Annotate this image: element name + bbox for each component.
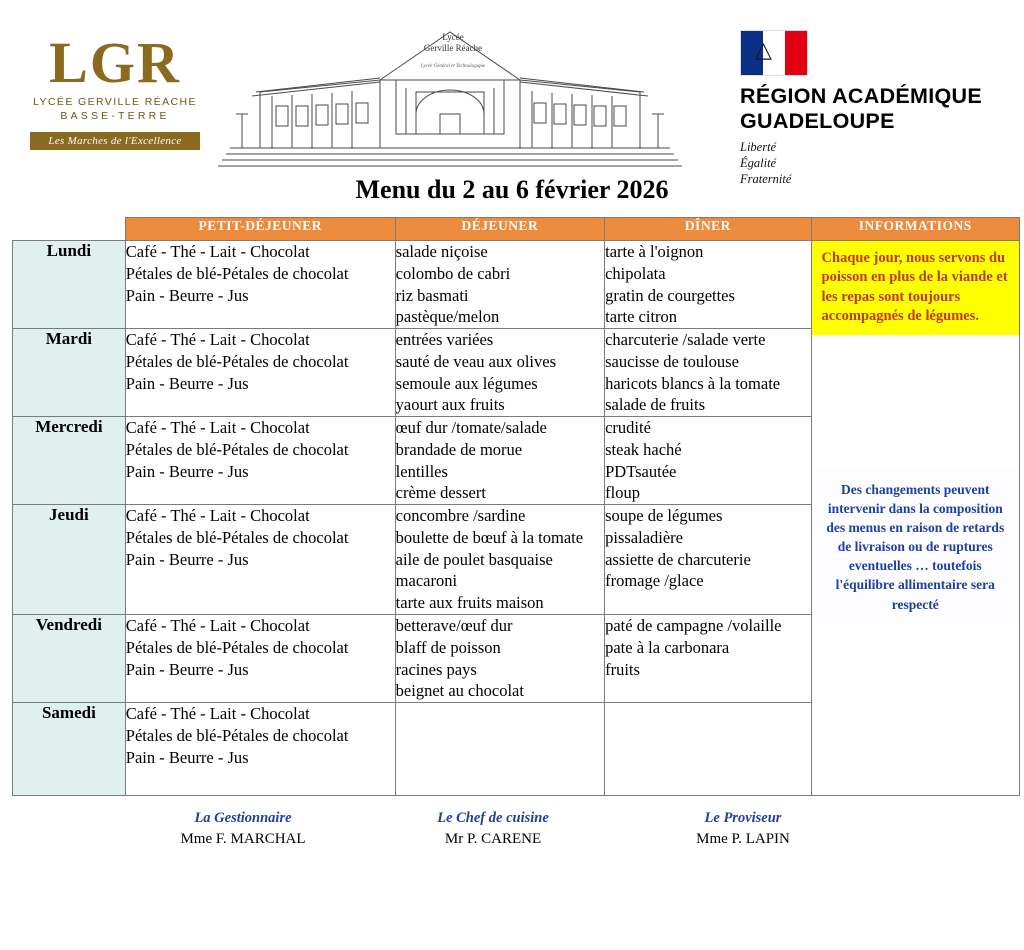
signature-name: Mme F. MARCHAL [180, 831, 306, 848]
menu-line: racines pays [395, 659, 477, 679]
menu-line: Pétales de blé-Pétales de chocolat [125, 527, 349, 547]
weekly-menu-table [12, 217, 1020, 796]
menu-line: tarte à l'oignon [605, 242, 704, 261]
menu-line: Café - Thé - Lait - Chocolat [125, 616, 310, 636]
menu-line: macaroni [395, 571, 458, 591]
menu-line: crudité [605, 418, 651, 438]
french-flag-icon [740, 30, 808, 76]
cell-lundi-petit-dejeuner [125, 241, 395, 329]
menu-line: semoule aux légumes [395, 373, 538, 393]
menu-line: Pain - Beurre - Jus [125, 285, 249, 305]
republic-motto [740, 139, 1010, 187]
menu-line: paté de campagne /volaille [605, 616, 782, 636]
school-logo [30, 30, 200, 150]
menu-line: Pain - Beurre - Jus [125, 373, 249, 393]
motto-liberte: Liberté [740, 140, 777, 155]
menu-line: crème dessert [395, 483, 486, 503]
menu-table-wrapper [0, 217, 1024, 796]
cell-samedi-petit-dejeuner [125, 703, 395, 796]
motto-fraternite: Fraternité [740, 172, 792, 187]
signature-role: Le Chef de cuisine [437, 810, 549, 827]
day-label-samedi: Samedi [13, 703, 126, 796]
cell-mardi-dejeuner [395, 329, 604, 417]
menu-line: brandade de morue [395, 439, 523, 459]
menu-line: tarte aux fruits maison [395, 593, 544, 613]
menu-line: Café - Thé - Lait - Chocolat [125, 506, 310, 526]
menu-line: Pain - Beurre - Jus [125, 549, 249, 569]
day-label-jeudi: Jeudi [13, 505, 126, 615]
page-title: Menu du 2 au 6 février 2026 [355, 175, 669, 204]
signature-role: Le Proviseur [704, 810, 782, 827]
menu-line: beignet au chocolat [395, 681, 524, 701]
cell-jeudi-petit-dejeuner [125, 505, 395, 615]
cell-informations [811, 241, 1019, 796]
table-body [13, 241, 1020, 796]
cell-jeudi-diner [605, 505, 811, 615]
cell-vendredi-dejeuner [395, 615, 604, 703]
menu-line: pastèque/melon [395, 307, 500, 327]
menu-line: salade niçoise [395, 242, 488, 261]
menu-line: saucisse de toulouse [605, 351, 739, 371]
region-academique-logo [740, 30, 1010, 187]
menu-line: blaff de poisson [395, 637, 501, 657]
menu-line: gratin de courgettes [605, 285, 735, 305]
cell-mardi-diner [605, 329, 811, 417]
signature-name: Mme P. LAPIN [696, 831, 790, 848]
info-note-fish: Chaque jour, nous servons du poisson en plus de la viande et les repas sont toujours accompagnés de légumes. [812, 241, 1019, 335]
menu-line: Pétales de blé-Pétales de chocolat [125, 439, 349, 459]
menu-line: Café - Thé - Lait - Chocolat [125, 418, 310, 438]
menu-line: œuf dur /tomate/salade [395, 418, 547, 438]
document-header [0, 0, 1024, 187]
marianne-icon: △ [755, 37, 772, 62]
cell-lundi-diner [605, 241, 811, 329]
sketch-title: Lycée Gerville Réache [423, 32, 483, 53]
cell-mercredi-dejeuner [395, 417, 604, 505]
cell-samedi-diner [605, 703, 811, 796]
menu-line: entrées variées [395, 330, 494, 350]
menu-line: sauté de veau aux olives [395, 351, 557, 371]
header-petit-dejeuner: PETIT-DÉJEUNER [125, 218, 395, 241]
table-row [13, 241, 1020, 329]
menu-line: betterave/œuf dur [395, 616, 513, 636]
menu-line: steak haché [605, 439, 682, 459]
menu-line: soupe de légumes [605, 506, 723, 526]
cell-mercredi-diner [605, 417, 811, 505]
menu-line: assiette de charcuterie [605, 549, 751, 569]
menu-line: Café - Thé - Lait - Chocolat [125, 704, 310, 724]
menu-line: tarte citron [605, 307, 678, 327]
cell-vendredi-petit-dejeuner [125, 615, 395, 703]
info-note-changes: Des changements peuvent intervenir dans la composition des menus en raison de retards de livraison ou de ruptures eventuelles … toutefois l'équilibre allimentaire sera respecté [812, 470, 1019, 624]
menu-line: floup [605, 483, 640, 503]
menu-line: pate à la carbonara [605, 637, 730, 657]
school-building-illustration [200, 18, 700, 178]
header-informations: INFORMATIONS [811, 218, 1019, 241]
menu-line: Café - Thé - Lait - Chocolat [125, 330, 310, 350]
menu-line: Pétales de blé-Pétales de chocolat [125, 725, 349, 745]
logo-city: BASSE-TERRE [60, 110, 170, 123]
table-header-row [13, 218, 1020, 241]
cell-vendredi-diner [605, 615, 811, 703]
header-dejeuner: DÉJEUNER [395, 218, 604, 241]
menu-line: Pain - Beurre - Jus [125, 461, 249, 481]
day-label-mardi: Mardi [13, 329, 126, 417]
menu-line: Pétales de blé-Pétales de chocolat [125, 263, 349, 283]
day-label-vendredi: Vendredi [13, 615, 126, 703]
cell-mardi-petit-dejeuner [125, 329, 395, 417]
day-label-lundi: Lundi [13, 241, 126, 329]
sketch-subtitle: Lycée Général et Technologique [420, 64, 486, 69]
menu-line: Pétales de blé-Pétales de chocolat [125, 637, 349, 657]
info-spacer [812, 335, 1019, 470]
menu-line: concombre /sardine [395, 506, 526, 526]
menu-line: Pétales de blé-Pétales de chocolat [125, 351, 349, 371]
signature-block [0, 810, 1024, 848]
menu-line: yaourt aux fruits [395, 395, 505, 415]
motto-egalite: Égalité [740, 156, 777, 171]
day-label-mercredi: Mercredi [13, 417, 126, 505]
menu-line: aile de poulet basquaise [395, 549, 553, 569]
region-title: RÉGION ACADÉMIQUE GUADELOUPE [740, 84, 983, 133]
cell-jeudi-dejeuner [395, 505, 604, 615]
menu-line: chipolata [605, 263, 666, 283]
menu-line: haricots blancs à la tomate [605, 373, 781, 393]
menu-line: Pain - Beurre - Jus [125, 659, 249, 679]
menu-line: pissaladière [605, 527, 683, 547]
menu-line: riz basmati [395, 285, 469, 305]
menu-line: PDTsautée [605, 461, 677, 481]
menu-line: lentilles [395, 461, 448, 481]
cell-mercredi-petit-dejeuner [125, 417, 395, 505]
signature-gestionnaire [118, 810, 368, 848]
header-blank [13, 218, 126, 241]
logo-monogram: LGR [49, 30, 181, 95]
menu-line: colombo de cabri [395, 263, 511, 283]
signature-chef-cuisine [368, 810, 618, 848]
menu-line: salade de fruits [605, 395, 705, 415]
cell-samedi-dejeuner [395, 703, 604, 796]
header-diner: DÎNER [605, 218, 811, 241]
logo-slogan-ribbon: Les Marches de l'Excellence [30, 132, 200, 150]
menu-line: Pain - Beurre - Jus [125, 747, 249, 767]
cell-lundi-dejeuner [395, 241, 604, 329]
signature-name: Mr P. CARENE [444, 831, 542, 848]
menu-line: Café - Thé - Lait - Chocolat [125, 242, 310, 261]
menu-line: fromage /glace [605, 571, 704, 591]
signature-role: La Gestionnaire [194, 810, 292, 827]
menu-line: charcuterie /salade verte [605, 330, 766, 350]
menu-line: boulette de bœuf à la tomate [395, 527, 584, 547]
signature-proviseur [618, 810, 868, 848]
menu-line: fruits [605, 659, 640, 679]
logo-school-name: LYCÉE GERVILLE RÉACHE [33, 96, 197, 109]
